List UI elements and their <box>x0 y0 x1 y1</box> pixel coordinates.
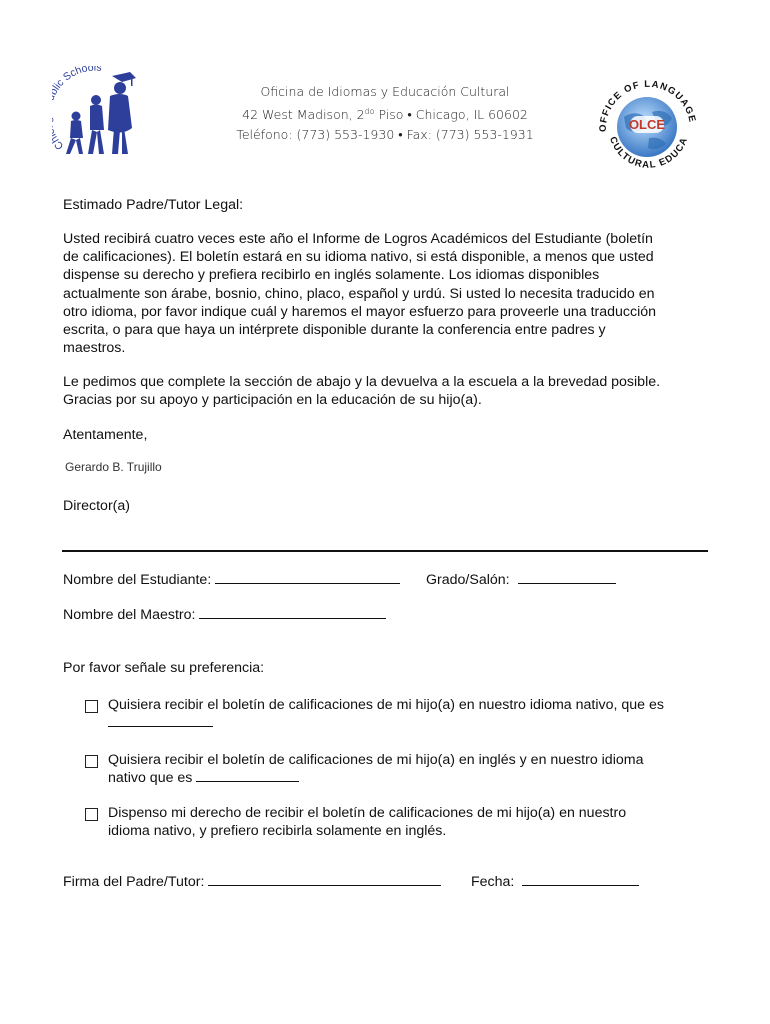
signer-title: Director(a) <box>63 498 131 514</box>
option-3-text: Dispenso mi derecho de recibir el boletín de calificaciones de mi hijo(a) en nuestro idioma nativo, y prefiero recibirla solamente en inglés. <box>108 805 627 840</box>
paragraph-2: Le pedimos que complete la sección de abajo y la devuelva a la escuela a la brevedad posible. Gracias por su apoyo y participación en la educación de su hijo(a). <box>63 374 661 409</box>
salutation: Estimado Padre/Tutor Legal: <box>63 197 244 213</box>
office-phone-fax: Teléfono: (773) 553-1930 • Fax: (773) 553-1931 <box>236 127 534 143</box>
cps-logo <box>52 66 152 166</box>
section-divider <box>62 550 708 552</box>
svg-text:OFFICE OF LANGUAGE AND: OFFICE OF LANGUAGE <box>597 78 698 133</box>
signature-field: Firma del Padre/Tutor: <box>63 874 441 890</box>
teacher-name-input[interactable] <box>199 607 386 619</box>
grade-room-field: Grado/Salón: <box>426 572 616 588</box>
closing: Atentamente, <box>63 427 148 443</box>
option-2-checkbox[interactable] <box>85 755 98 768</box>
paragraph-1: Usted recibirá cuatro veces este año el Informe de Logros Académicos del Estudiante (boletín de calificaciones). El boletín estará en su idioma nativo, si está disponible, a menos que usted dispense su derecho y prefiera recibirlo en inglés solamente. Los idiomas disponibles actualmente son árabe, bosnio, chino, placo, español y urdú. Si usted lo necesita traducido en otro idioma, por favor indique cuál y haremos el mayor esfuerzo para proveerle una traducción escrita, o para que haya un intérprete disponible durante la conferencia entre padres y maestros. <box>63 231 657 357</box>
option-2-text: Quisiera recibir el boletín de calificaciones de mi hijo(a) en inglés y en nuestro idioma nativo que es <box>108 752 644 787</box>
option-1-checkbox[interactable] <box>85 700 98 713</box>
option-1-text: Quisiera recibir el boletín de calificaciones de mi hijo(a) en nuestro idioma nativo, que es <box>108 696 708 732</box>
date-input[interactable] <box>522 874 639 886</box>
office-name: Oficina de Idiomas y Educación Cultural <box>260 84 510 99</box>
cps-logo-text: C ic Schools <box>52 66 103 153</box>
office-address: 42 West Madison, $2^{do}$ Piso • Chicago, IL 60602 <box>242 107 528 123</box>
svg-text:OLCE: OLCE <box>628 117 666 132</box>
option-3-checkbox[interactable] <box>85 808 98 821</box>
date-field: Fecha: <box>471 874 639 890</box>
letterhead <box>170 82 600 145</box>
olce-seal-logo <box>594 72 700 178</box>
svg-text:CULTURAL EDUCATION: CULTURAL EDUCA <box>606 135 690 171</box>
preference-prompt: Por favor señale su preferencia: <box>63 660 265 676</box>
signer-name: Gerardo B. Trujillo <box>65 460 162 474</box>
option-1-language-input[interactable] <box>108 714 213 727</box>
signature-input[interactable] <box>208 874 441 886</box>
option-2-language-input[interactable] <box>196 769 299 782</box>
student-name-field: Nombre del Estudiante: <box>63 572 400 588</box>
teacher-name-field: Nombre del Maestro: <box>63 607 386 623</box>
student-name-input[interactable] <box>215 572 400 584</box>
grade-room-input[interactable] <box>518 572 616 584</box>
